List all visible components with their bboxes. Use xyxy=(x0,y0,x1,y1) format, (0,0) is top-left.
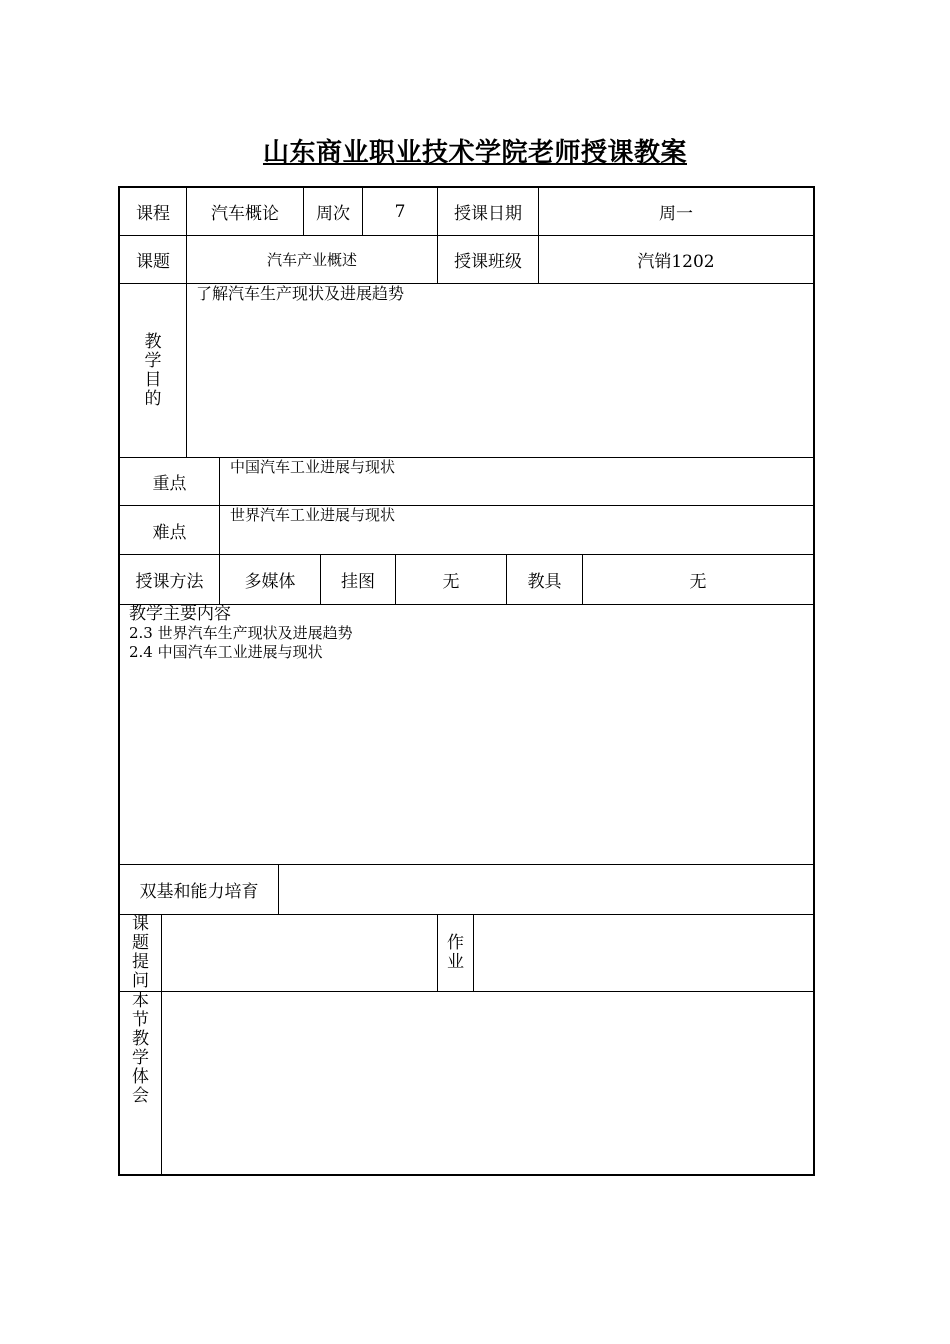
topic-label: 课题 xyxy=(120,236,187,283)
questions-label-char: 题 xyxy=(132,933,149,953)
week-label: 周次 xyxy=(304,188,363,235)
difficulty-value: 世界汽车工业进展与现状 xyxy=(230,506,396,524)
reflection-label xyxy=(120,992,162,1174)
row-objective xyxy=(120,284,813,458)
ability-value xyxy=(279,865,813,914)
tool-label: 教具 xyxy=(507,555,583,604)
row-questions xyxy=(120,915,813,992)
row-method xyxy=(120,555,813,605)
row-ability xyxy=(120,865,813,915)
date-value: 周一 xyxy=(659,204,693,224)
homework-label-char: 业 xyxy=(447,952,464,972)
objective-label-char: 的 xyxy=(144,388,162,409)
key-point-value: 中国汽车工业进展与现状 xyxy=(230,458,396,476)
homework-value xyxy=(474,915,813,991)
questions-label-char: 课 xyxy=(132,914,149,934)
homework-label xyxy=(438,915,474,991)
difficulty-label: 难点 xyxy=(120,506,220,554)
main-content-item: 2.4 中国汽车工业进展与现状 xyxy=(129,643,323,661)
questions-label-char: 提 xyxy=(132,952,149,972)
row-key-point xyxy=(120,458,813,506)
objective-label-char: 学 xyxy=(144,350,162,371)
objective-value: 了解汽车生产现状及进展趋势 xyxy=(196,284,405,303)
topic-value: 汽车产业概述 xyxy=(187,236,438,283)
main-content xyxy=(129,605,353,662)
questions-label xyxy=(120,915,162,991)
reflection-label-char: 学 xyxy=(132,1048,149,1068)
method-value: 多媒体 xyxy=(220,555,321,604)
row-main-content xyxy=(120,605,813,865)
main-content-item: 2.3 世界汽车生产现状及进展趋势 xyxy=(129,624,353,642)
week-value: 7 xyxy=(363,188,438,235)
class-value: 汽销1202 xyxy=(637,252,715,272)
page-title: 山东商业职业技术学院老师授课教案 xyxy=(262,138,687,168)
reflection-value xyxy=(162,992,813,1174)
main-content-label: 教学主要内容 xyxy=(129,604,231,624)
objective-label-char: 教 xyxy=(144,331,162,352)
ability-label: 双基和能力培育 xyxy=(120,865,279,914)
lesson-plan-table xyxy=(118,186,815,1176)
class-label: 授课班级 xyxy=(438,236,539,283)
chart-value: 无 xyxy=(396,555,507,604)
reflection-label-char: 教 xyxy=(132,1029,149,1049)
reflection-label-char: 本 xyxy=(132,991,149,1011)
row-reflection xyxy=(120,992,813,1174)
course-label: 课程 xyxy=(120,188,187,235)
chart-label: 挂图 xyxy=(321,555,396,604)
key-point-label: 重点 xyxy=(120,458,220,505)
method-label: 授课方法 xyxy=(120,555,220,604)
reflection-label-char: 体 xyxy=(132,1067,149,1087)
row-difficulty xyxy=(120,506,813,555)
homework-label-char: 作 xyxy=(447,933,464,953)
reflection-label-char: 会 xyxy=(132,1086,149,1106)
questions-label-char: 问 xyxy=(132,971,149,991)
objective-label-char: 目 xyxy=(144,369,162,390)
row-topic xyxy=(120,236,813,284)
questions-value xyxy=(162,915,438,991)
date-label: 授课日期 xyxy=(438,188,539,235)
row-course xyxy=(120,188,813,236)
tool-value: 无 xyxy=(689,572,707,592)
reflection-label-char: 节 xyxy=(132,1010,149,1030)
objective-label xyxy=(120,284,187,457)
course-value: 汽车概论 xyxy=(187,188,304,235)
